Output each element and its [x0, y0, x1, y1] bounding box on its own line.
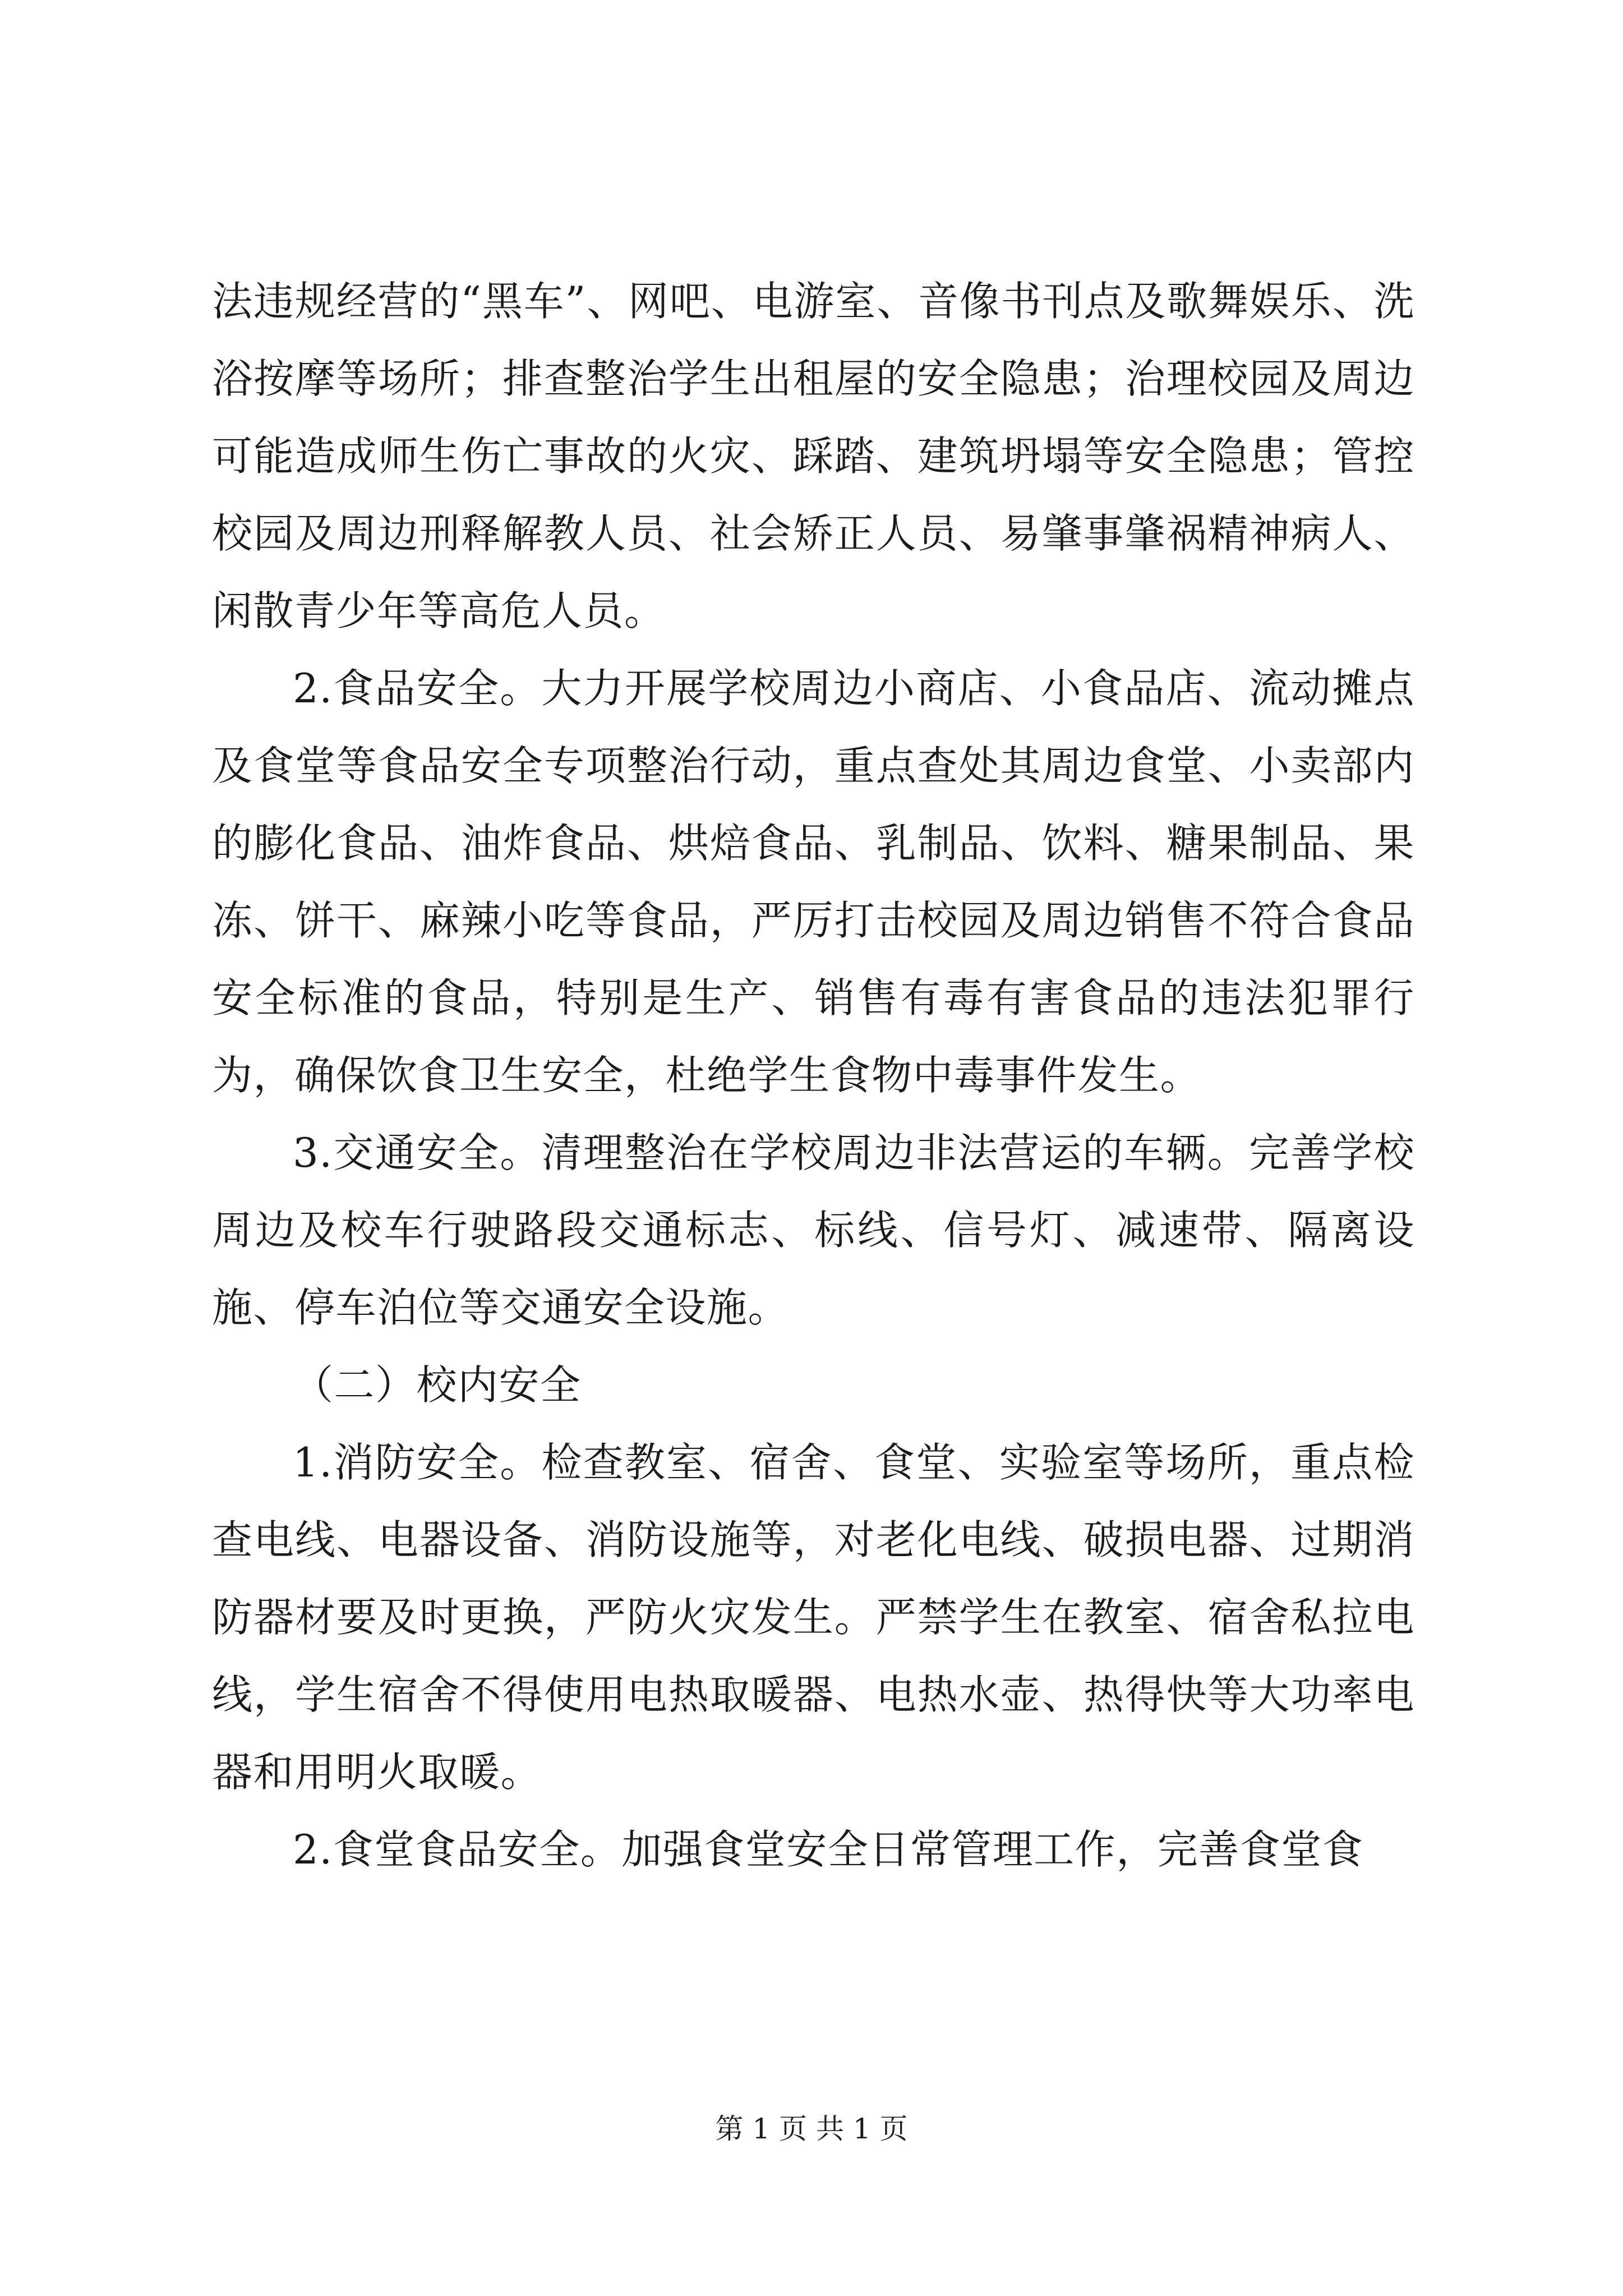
paragraph-food-safety: 2.食品安全。大力开展学校周边小商店、小食品店、流动摊点及食堂等食品安全专项整治行动，重点查处其周边食堂、小卖部内的膨化食品、油炸食品、烘焙食品、乳制品、饮料、糖果制品、果冻、饼干、麻辣小吃等食品，严厉打击校园及周边销售不符合食品安全标准的食品，特别是生产、销售有毒有害食品的违法犯罪行为，确保饮食卫生安全，杜绝学生食物中毒事件发生。 [212, 665, 1415, 1099]
document-body [212, 263, 1415, 1888]
paragraph-continuation: 法违规经营的“黑车”、网吧、电游室、音像书刊点及歌舞娱乐、洗浴按摩等场所；排查整治学生出租屋的安全隐患；治理校园及周边可能造成师生伤亡事故的火灾、踩踏、建筑坍塌等安全隐患；管控校园及周边刑释解教人员、社会矫正人员、易肇事肇祸精神病人、闲散青少年等高危人员。 [212, 278, 1415, 634]
page-footer: 第 1 页 共 1 页 [715, 2113, 908, 2145]
paragraph-fire-safety: 1.消防安全。检查教室、宿舍、食堂、实验室等场所，重点检查电线、电器设备、消防设施等，对老化电线、破损电器、过期消防器材要及时更换，严防火灾发生。严禁学生在教室、宿舍私拉电线，学生宿舍不得使用电热取暖器、电热水壶、热得快等大功率电器和用明火取暖。 [212, 1439, 1415, 1796]
paragraph-canteen-food-safety: 2.食堂食品安全。加强食堂安全日常管理工作，完善食堂食 [293, 1826, 1364, 1873]
section-heading-campus-safety: （二）校内安全 [293, 1361, 582, 1409]
paragraph-traffic-safety: 3.交通安全。清理整治在学校周边非法营运的车辆。完善学校周边及校车行驶路段交通标志、标线、信号灯、减速带、隔离设施、停车泊位等交通安全设施。 [212, 1129, 1415, 1331]
